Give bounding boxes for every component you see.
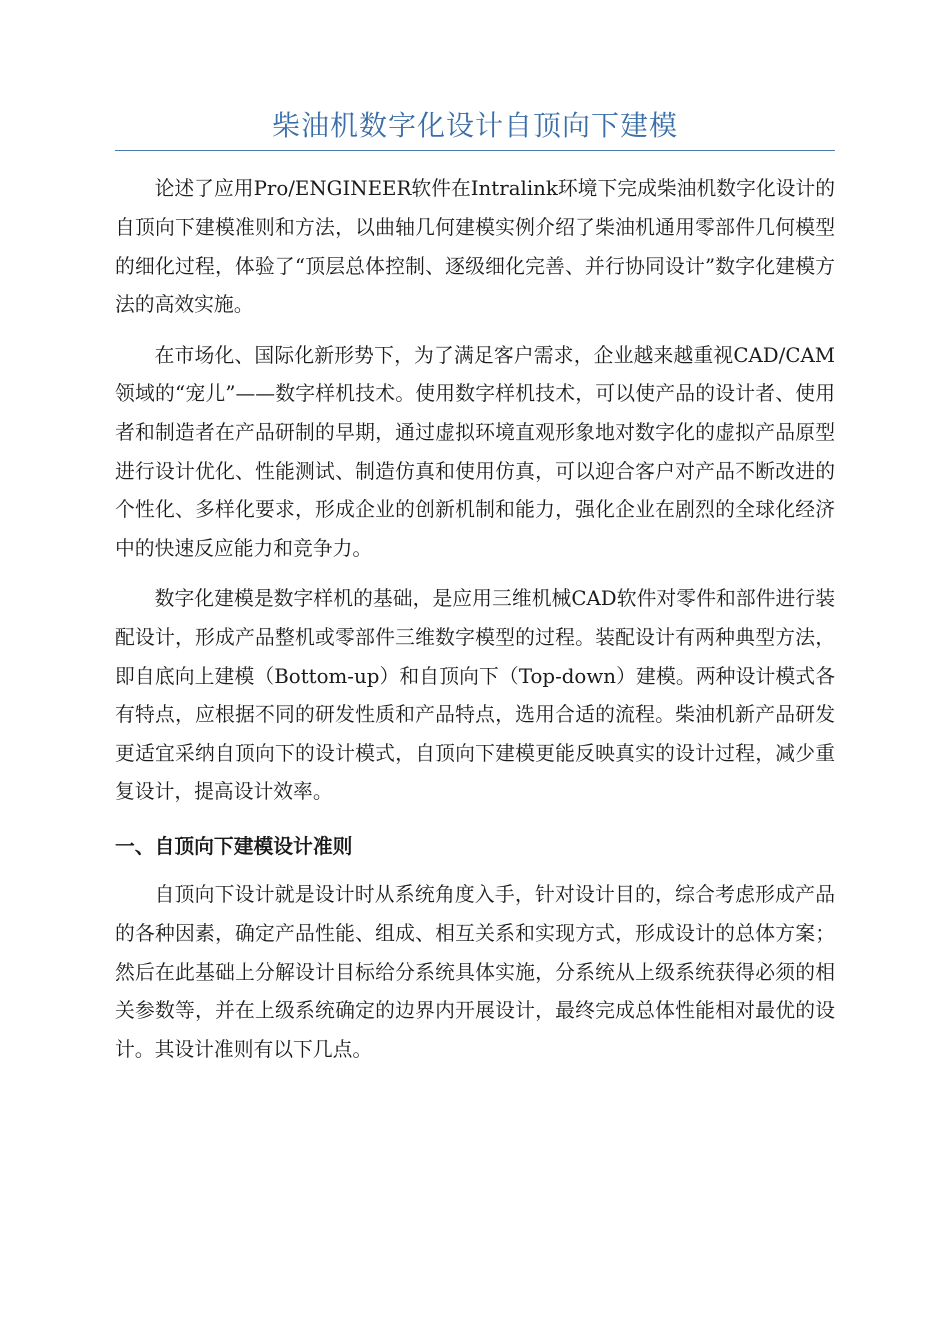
- document-title: 柴油机数字化设计自顶向下建模: [115, 108, 835, 151]
- section-paragraph: 自顶向下设计就是设计时从系统角度入手，针对设计目的，综合考虑形成产品的各种因素，确定产品性能、组成、相互关系和实现方式，形成设计的总体方案；然后在此基础上分解设计目标给分系统具体实施，分系统从上级系统获得必须的相关参数等，并在上级系统确定的边界内开展设计，最终完成总体性能相对最优的设计。其设计准则有以下几点。: [115, 883, 835, 1061]
- body-paragraph: 数字化建模是数字样机的基础，是应用三维机械CAD软件对零件和部件进行装配设计，形成产品整机或零部件三维数字模型的过程。装配设计有两种典型方法，即自底向上建模（Bottom-up）和自顶向下（Top-down）建模。两种设计模式各有特点，应根据不同的研发性质和产品特点，选用合适的流程。柴油机新产品研发更适宜采纳自顶向下的设计模式，自顶向下建模更能反映真实的设计过程，减少重复设计，提高设计效率。: [115, 587, 835, 804]
- document-page: [115, 108, 835, 1069]
- section-heading: 一、自顶向下建模设计准则: [115, 834, 353, 858]
- body-paragraph: 在市场化、国际化新形势下，为了满足客户需求，企业越来越重视CAD/CAM领域的“宠儿”——数字样机技术。使用数字样机技术，可以使产品的设计者、使用者和制造者在产品研制的早期，通过虚拟环境直观形象地对数字化的虚拟产品原型进行设计优化、性能测试、制造仿真和使用仿真，可以迎合客户对产品不断改进的个性化、多样化要求，形成企业的创新机制和能力，强化企业在剧烈的全球化经济中的快速反应能力和竞争力。: [115, 343, 835, 560]
- abstract-paragraph: 论述了应用Pro/ENGINEER软件在Intralink环境下完成柴油机数字化设计的自顶向下建模准则和方法，以曲轴几何建模实例介绍了柴油机通用零部件几何模型的细化过程，体验了“顶层总体控制、逐级细化完善、并行协同设计”数字化建模方法的高效实施。: [115, 177, 835, 317]
